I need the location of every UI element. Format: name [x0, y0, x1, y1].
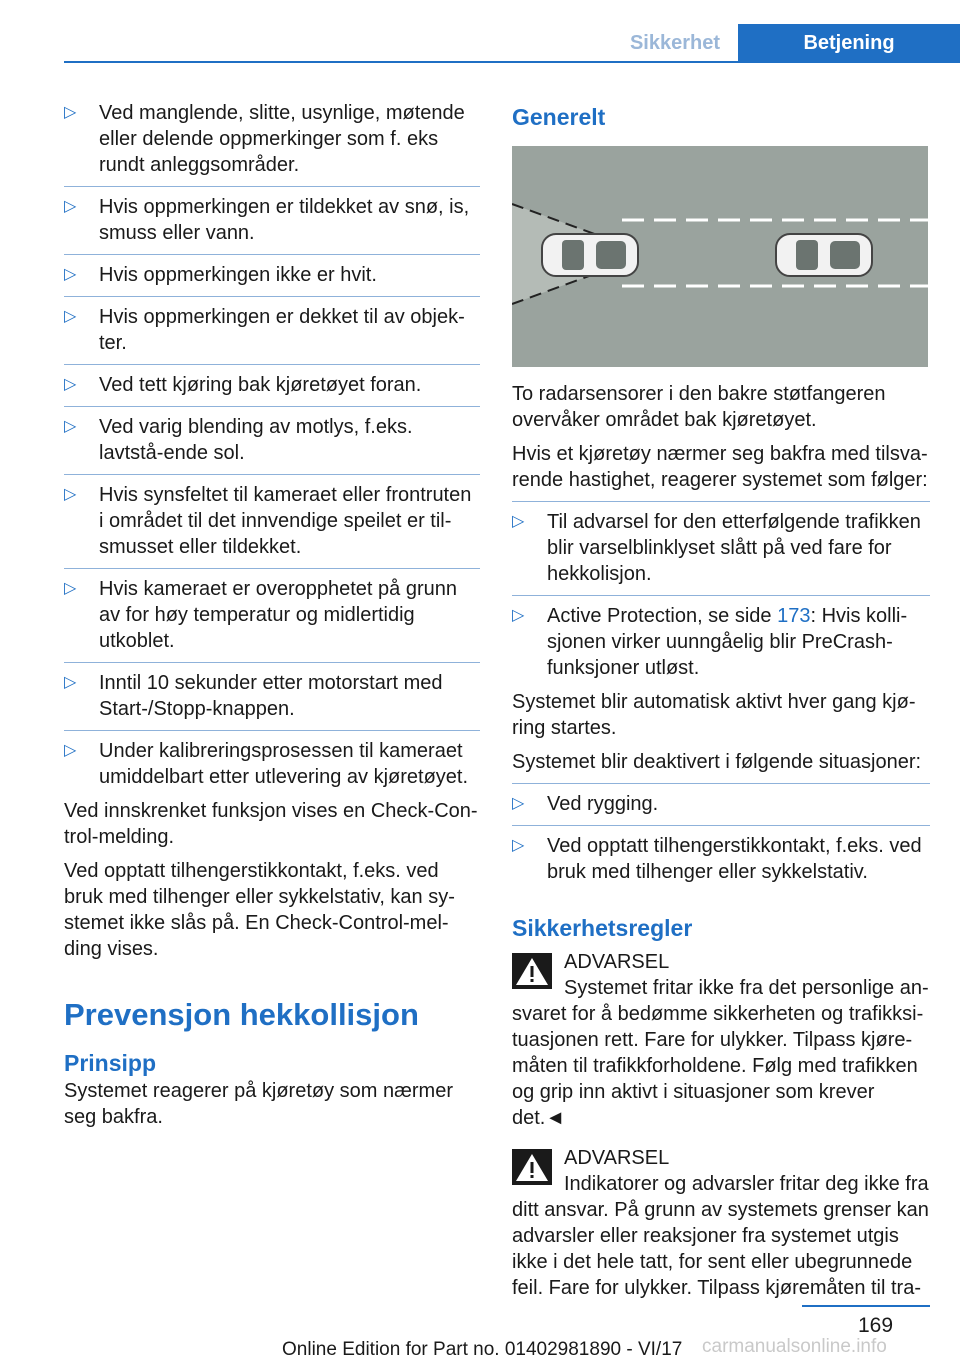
check-control-paragraph: Ved innskrenket funksjon vises en Check-Con‐trol-melding.	[64, 800, 478, 848]
list-item: ▷ Hvis oppmerkingen er tildekket av snø, is, smuss eller vann.	[64, 196, 470, 244]
list-item: ▷ Active Protection, se side 173: Hvis kolli‐sjonen virker uunngåelig blir PreCrash-funksjoner utløst.	[512, 605, 908, 679]
divider	[64, 364, 480, 365]
page-number: 169	[858, 1314, 894, 1337]
subsection-title-safety: Sikkerhetsregler	[512, 915, 693, 941]
watermark: carmanualsonline.info	[702, 1336, 887, 1357]
list-item: ▷ Ved rygging.	[512, 793, 659, 815]
limitations-list	[64, 100, 480, 790]
deactivated-paragraph: Systemet blir deaktivert i følgende situasjoner:	[512, 751, 922, 773]
radar-illustration-svg	[512, 146, 928, 367]
list-item: ▷ Ved varig blending av motlys, f.eks. lavtstå‐ende sol.	[64, 416, 413, 464]
triangle-bullet-icon: ▷	[64, 266, 77, 283]
radar-illustration	[512, 146, 928, 367]
triangle-bullet-icon: ▷	[64, 308, 77, 325]
triangle-bullet-icon: ▷	[512, 513, 525, 530]
list-item: ▷ Ved opptatt tilhengerstikkontakt, f.eks. ved bruk med tilhenger eller sykkelstativ.	[512, 835, 922, 883]
divider	[64, 296, 480, 297]
header-rule	[64, 61, 960, 63]
reaction-paragraph: Hvis et kjøretøy nærmer seg bakfra med tilsva‐rende hastighet, reagerer systemet som følger:	[512, 443, 928, 491]
triangle-bullet-icon: ▷	[64, 674, 77, 691]
edition-text: Online Edition for Part no. 01402981890 - VI/17	[282, 1339, 683, 1360]
warning-text: Indikatorer og advarsler fritar deg ikke fra ditt ansvar. På grunn av systemets grenser kan advarsler eller reaksjoner fra systemet utgis ikke i det hele tatt, for sent eller ubegrunnede feil. Fare for ulykker. Tilpass kjøremåten til tra‐	[512, 1173, 929, 1299]
radar-paragraph: To radarsensorer i den bakre støtfangeren overvåker området bak kjøretøyet.	[512, 383, 886, 431]
trailer-paragraph: Ved opptatt tilhengerstikkontakt, f.eks. ved bruk med tilhenger eller sykkelstativ, kan sy‐stemet ikke slås på. En Check-Control-mel‐ding vises.	[64, 860, 455, 960]
warning-text: Systemet fritar ikke fra det personlige an‐svaret for å bedømme sikkerheten og trafikksi‐tuasjonen rett. Fare for ulykker. Tilpass kjøre‐måten til trafikkforholdene. Følg med trafikken og grip inn aktivt i situasjoner som krever det.◄	[512, 977, 929, 1129]
divider	[64, 254, 480, 255]
list-item: ▷ Hvis synsfeltet til kameraet eller frontruten i området til det innvendige speilet er til‐smusset eller tildekket.	[64, 484, 472, 558]
divider	[64, 406, 480, 407]
divider	[64, 568, 480, 569]
triangle-bullet-icon: ▷	[64, 104, 77, 121]
warning-title: ADVARSEL	[564, 951, 670, 973]
right-column	[512, 100, 930, 1315]
divider	[64, 474, 480, 475]
list-item: ▷ Ved tett kjøring bak kjøretøyet foran.	[64, 374, 422, 396]
reaction-list	[512, 501, 930, 681]
divider	[512, 501, 930, 502]
list-item: ▷ Hvis kameraet er overopphetet på grunn av for høy temperatur og midlertidig utkoblet.	[64, 578, 457, 652]
triangle-bullet-icon: ▷	[64, 418, 77, 435]
subsection-title-principle: Prinsipp	[64, 1050, 157, 1076]
warning-title: ADVARSEL	[564, 1147, 670, 1169]
triangle-bullet-icon: ▷	[64, 198, 77, 215]
list-item: ▷ Til advarsel for den etterfølgende trafikken blir varselblinklyset slått på ved fare for hekkolisjon.	[512, 511, 921, 585]
auto-active-paragraph: Systemet blir automatisk aktivt hver gang kjø‐ring startes.	[512, 691, 916, 739]
footer-rule	[802, 1305, 930, 1307]
triangle-bullet-icon: ▷	[64, 742, 77, 759]
triangle-bullet-icon: ▷	[512, 607, 525, 624]
warning-triangle-icon	[512, 953, 552, 989]
principle-paragraph: Systemet reagerer på kjøretøy som nærmer seg bakfra.	[64, 1080, 453, 1128]
divider	[64, 186, 480, 187]
triangle-bullet-icon: ▷	[64, 486, 77, 503]
warning-block	[512, 949, 930, 1131]
divider	[512, 595, 930, 596]
triangle-bullet-icon: ▷	[512, 795, 525, 812]
triangle-bullet-icon: ▷	[64, 580, 77, 597]
header-tab-betjening[interactable]: Betjening	[738, 24, 960, 62]
deactivation-list	[512, 783, 930, 885]
divider	[64, 730, 480, 731]
list-item: ▷ Hvis oppmerkingen ikke er hvit.	[64, 264, 377, 286]
warning-triangle-icon	[512, 1149, 552, 1185]
divider	[512, 783, 930, 784]
list-item: ▷ Inntil 10 sekunder etter motorstart med Start-/Stopp-knappen.	[64, 672, 443, 720]
left-column	[64, 100, 480, 1138]
divider	[64, 662, 480, 663]
front-car-icon	[776, 234, 872, 276]
list-item: ▷ Hvis oppmerkingen er dekket til av objek‐ter.	[64, 306, 465, 354]
list-item: ▷ Under kalibreringsprosessen til kameraet umiddelbart etter utlevering av kjøretøyet.	[64, 740, 469, 788]
subsection-title-general: Generelt	[512, 104, 606, 130]
page-link-173[interactable]: 173	[777, 605, 811, 627]
header-tab-sikkerhet[interactable]: Sikkerhet	[629, 32, 721, 54]
warning-block	[512, 1145, 930, 1301]
section-title: Prevensjon hekkollisjon	[64, 997, 419, 1032]
triangle-bullet-icon: ▷	[512, 837, 525, 854]
triangle-bullet-icon: ▷	[64, 376, 77, 393]
divider	[512, 825, 930, 826]
list-item: ▷ Ved manglende, slitte, usynlige, møtende eller delende oppmerkinger som f. eks rundt anleggsområder.	[64, 102, 465, 176]
rear-car-icon	[542, 234, 638, 276]
